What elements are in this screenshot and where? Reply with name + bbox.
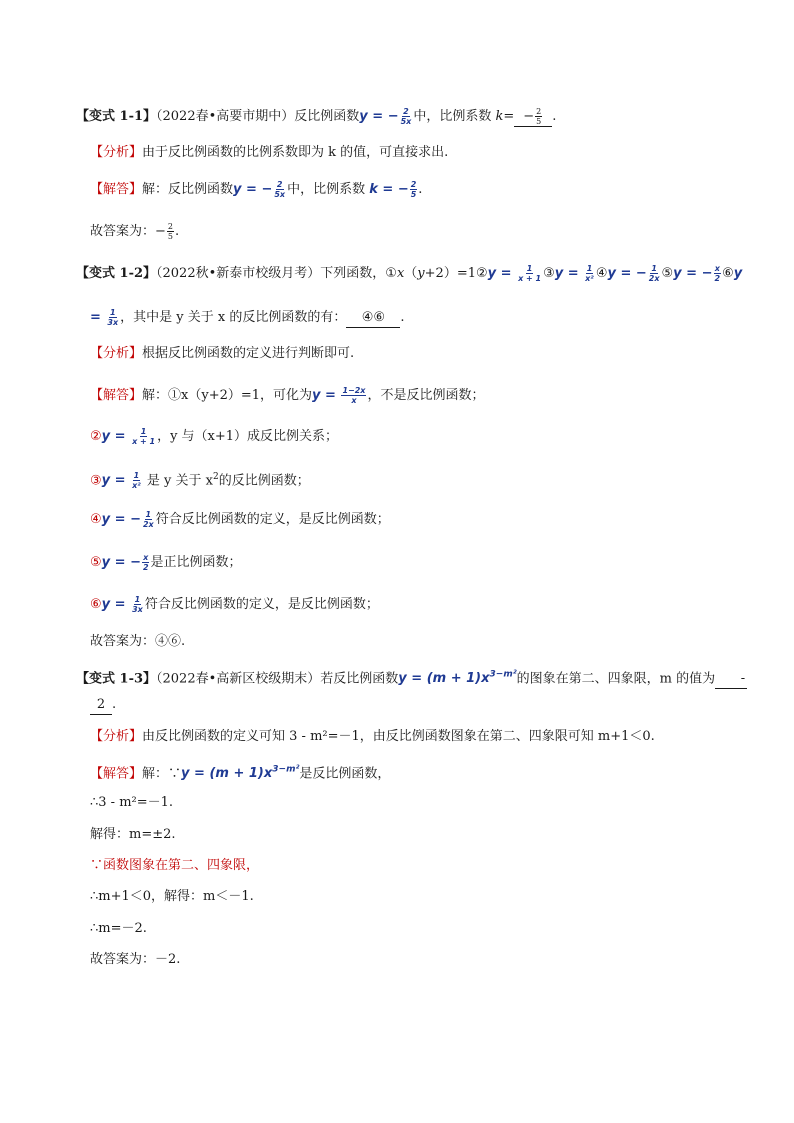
v13-step-4: ∴m+1＜0，解得：m＜－1. [90, 889, 254, 904]
v12-solution-1b: ，不是反比例函数； [367, 388, 485, 403]
v12-tag: 【变式 1-2】 [76, 266, 157, 281]
v12-solution-4: ④y = − $\frac{1}{2x}$ 符合反比例函数的定义，是反比例函数； [90, 510, 390, 529]
v11-final-label: 故答案为： [90, 224, 156, 239]
v13-end: . [112, 697, 117, 712]
v11-analysis-text: 由于反比例函数的比例系数即为 k 的值，可直接求出. [142, 145, 449, 160]
v12-question: 【变式 1-2】（2022秋•新泰市校级月考）下列函数，①x（y+2）=1②y = $\frac{1}{x + 1}$ ③y = $\frac{1}{\text{x²}}$ ④y = − $\frac{1}{2x}$ ⑤y = − $\frac{x}{2}$ ⑥y [76, 264, 743, 283]
v12-solution-2: ②y = $\frac{1}{x + 1}$ ，y 与（x+1）成反比例关系； [90, 427, 339, 446]
v13-solution [90, 761, 390, 783]
v12-solution-2-text: ，y 与（x+1）成反比例关系； [157, 429, 339, 444]
v13-step-1: ∴3 - m²=－1. [90, 795, 174, 810]
v13-step-5: ∴m=－2. [90, 921, 147, 936]
v12-question-line2: = $\frac{1}{3x}$ ，其中是 y 关于 x 的反比例函数的有： ④⑥ . [90, 308, 405, 327]
v13-solution-text: 解：∵ [142, 766, 182, 782]
v13-final: 故答案为：－2. [90, 952, 181, 967]
v12-solution-6-text: 符合反比例函数的定义，是反比例函数； [144, 597, 379, 612]
v11-formula: y = − $\frac{2}{5x}$ [359, 107, 412, 126]
v12-solution-1a: 解：①x（y+2）=1，可化为 [142, 388, 313, 403]
v13-solution-formula: $y = (m + 1)x^{3-m^2}$ [181, 765, 300, 782]
v13-answer-line2 [90, 696, 116, 715]
v11-solution-b: 中，比例系数 [287, 182, 366, 197]
v11-solution: 【解答】解：反比例函数y = − $\frac{2}{5x}$ 中，比例系数 k = − $\frac{2}{5}$ . [90, 180, 423, 199]
v11-end: . [552, 109, 557, 124]
v11-solution-k: k = − $\frac{2}{5}$ [369, 180, 417, 199]
v13-formula: $y = (m + 1)x^{3-m^2}$ [398, 670, 517, 687]
v11-solution-formula: y = − $\frac{2}{5x}$ [233, 180, 286, 199]
v12-solution-1: 【解答】解：①x（y+2）=1，可化为y = $\frac{1-2x}{x}$ ，不是反比例函数； [90, 386, 485, 405]
v11-mid: 中，比例系数 [413, 109, 492, 124]
v13-step-2: 解得：m=±2. [90, 827, 176, 842]
v12-solution-3: ③y = $\frac{1}{\text{x²}}$ 是 y 关于 $x^2$的反比例函数； [90, 471, 310, 491]
v13-answer-blank-a: - [715, 670, 747, 689]
v12-solution-tag: 【解答】 [90, 388, 143, 403]
v12-solution-4-text: 符合反比例函数的定义，是反比例函数； [155, 512, 390, 527]
v11-tag: 【变式 1-1】 [76, 109, 157, 124]
v12-line2: ，其中是 y 关于 x 的反比例函数的有： [120, 310, 347, 325]
v12-analysis-text: 根据反比例函数的定义进行判断即可. [142, 346, 355, 361]
v12-solution-5: ⑤y = − $\frac{x}{2}$ 是正比例函数； [90, 553, 242, 572]
v13-analysis [90, 728, 655, 746]
v11-k-label: k= [495, 109, 515, 124]
v13-mid: 的图象在第二、四象限，m 的值为 [516, 671, 716, 687]
v12-solution-5-text: 是正比例函数； [150, 555, 242, 570]
v12-answer-blank: ④⑥ [346, 309, 400, 328]
v13-analysis-tag: 【分析】 [90, 729, 143, 744]
v12-solution-6: ⑥y = $\frac{1}{3x}$ 符合反比例函数的定义，是反比例函数； [90, 595, 379, 614]
v11-analysis [90, 144, 448, 162]
v11-question [76, 107, 556, 127]
v12-analysis [90, 345, 354, 363]
v11-source: （2022春•高要市期中）反比例函数 [156, 109, 360, 124]
v11-solution-tag: 【解答】 [90, 182, 143, 197]
v13-source: （2022春•高新区校级期末）若反比例函数 [156, 671, 399, 687]
v13-step-3: ∵函数图象在第二、四象限， [90, 858, 260, 873]
v13-answer-blank-b: 2 [90, 696, 112, 715]
v11-solution-a: 解：反比例函数 [142, 182, 234, 197]
v12-solution-3a: 是 y 关于 x [146, 473, 213, 489]
v13-tag: 【变式 1-3】 [76, 671, 157, 687]
v11-answer-blank: − $\frac{2}{5}$ [514, 107, 552, 127]
v13-solution-b: 是反比例函数， [299, 766, 391, 782]
v11-final: 故答案为：− $\frac{2}{5}$ . [90, 222, 180, 241]
v12-final: 故答案为：④⑥. [90, 634, 186, 649]
v12-analysis-tag: 【分析】 [90, 346, 143, 361]
v11-analysis-tag: 【分析】 [90, 145, 143, 160]
v12-end: . [400, 310, 405, 325]
v13-question [76, 666, 747, 689]
v12-source: （2022秋•新泰市校级月考）下列函数， [156, 266, 386, 281]
v13-solution-tag: 【解答】 [90, 766, 143, 782]
v12-solution-3b: 的反比例函数； [218, 473, 310, 489]
v13-analysis-text: 由反比例函数的定义可知 3 - m²=－1，由反比例函数图象在第二、四象限可知 m+1＜0. [142, 729, 655, 744]
